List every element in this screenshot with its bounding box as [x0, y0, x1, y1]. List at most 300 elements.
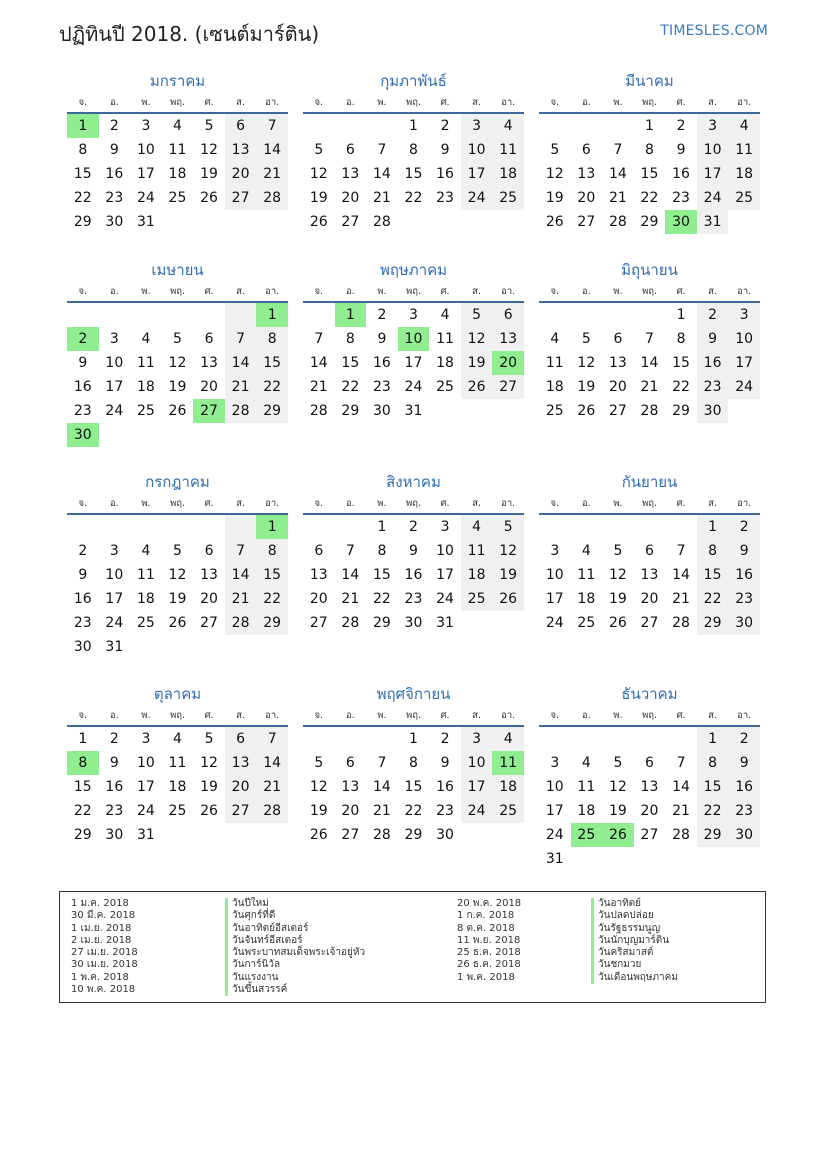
holiday-name: วันปลดปล่อย [591, 910, 678, 922]
day-cell: 21 [608, 190, 627, 206]
weekday-label: ส. [708, 97, 717, 108]
holiday-dates-column-2 [457, 898, 521, 984]
day-cell: 31 [136, 214, 155, 230]
day-cell: 15 [404, 779, 423, 795]
day-cell: 26 [309, 827, 328, 843]
weekday-header [539, 496, 760, 515]
day-cell: 30 [404, 615, 423, 631]
weekday-label: พฤ. [641, 97, 657, 108]
day-cell: 9 [697, 327, 729, 351]
weekday-label: จ. [314, 286, 324, 297]
weekday-label: อา. [265, 498, 280, 509]
day-cell: 5 [314, 755, 324, 771]
holiday-date: 11 พ.ย. 2018 [457, 934, 521, 946]
day-cell: 19 [168, 379, 187, 395]
day-cell: 11 [728, 138, 760, 162]
weekday-header [539, 284, 760, 303]
day-cell: 19 [545, 190, 564, 206]
empty-day-cell [665, 515, 697, 539]
day-cell: 12 [608, 779, 627, 795]
day-cell: 20 [309, 591, 328, 607]
day-cell: 4 [141, 543, 151, 559]
holiday-day-cell: 1 [256, 303, 288, 327]
day-cell: 10 [105, 567, 124, 583]
day-cell: 17 [105, 379, 124, 395]
day-cell: 21 [225, 375, 257, 399]
holiday-names-column-1 [225, 898, 365, 996]
month-name: กันยายน [621, 473, 678, 491]
day-cell: 17 [105, 591, 124, 607]
day-cell: 14 [256, 751, 288, 775]
day-cell: 3 [697, 114, 729, 138]
weekday-label: ศ. [440, 710, 450, 721]
calendar-grid [67, 70, 757, 895]
weekday-header [67, 496, 288, 515]
day-cell: 22 [640, 190, 659, 206]
weekday-label: ศ. [440, 286, 450, 297]
day-cell: 17 [436, 567, 454, 583]
day-cell: 10 [136, 142, 155, 158]
day-grid [67, 727, 288, 847]
weekday-label: ส. [236, 97, 245, 108]
day-cell: 1 [377, 519, 387, 535]
day-cell: 16 [436, 166, 454, 182]
day-cell: 7 [613, 142, 623, 158]
day-cell: 14 [640, 355, 659, 371]
weekday-label: พ. [613, 498, 623, 509]
day-cell: 3 [440, 519, 450, 535]
day-cell: 18 [492, 162, 524, 186]
day-cell: 3 [728, 303, 760, 327]
day-cell: 10 [461, 138, 493, 162]
holiday-name: วันอาทิตย์ [591, 898, 678, 910]
holiday-day-cell: 30 [665, 210, 697, 234]
empty-day-cell [193, 303, 225, 327]
weekday-label: ส. [472, 498, 481, 509]
day-cell: 29 [640, 214, 659, 230]
day-cell: 21 [640, 379, 659, 395]
day-cell: 9 [109, 755, 119, 771]
day-cell: 22 [341, 379, 360, 395]
day-cell: 1 [697, 515, 729, 539]
holiday-name: วันปีใหม่ [225, 898, 365, 910]
day-cell: 16 [404, 567, 423, 583]
weekday-label: จ. [78, 498, 88, 509]
site-brand-link[interactable]: TIMESLES.COM [660, 23, 768, 39]
month-name: สิงหาคม [386, 473, 441, 491]
day-cell: 20 [577, 190, 596, 206]
holiday-name: วันชกมวย [591, 959, 678, 971]
day-cell: 17 [461, 775, 493, 799]
day-cell: 24 [136, 803, 155, 819]
day-cell: 26 [168, 403, 187, 419]
day-cell: 15 [256, 563, 288, 587]
day-cell: 5 [204, 118, 214, 134]
day-cell: 1 [676, 307, 686, 323]
day-cell: 12 [309, 779, 328, 795]
day-cell: 28 [225, 611, 257, 635]
day-cell: 12 [200, 142, 218, 158]
day-cell: 7 [225, 327, 257, 351]
day-cell: 3 [109, 331, 119, 347]
day-cell: 18 [136, 591, 155, 607]
day-cell: 29 [256, 611, 288, 635]
weekday-label: อา. [737, 710, 752, 721]
day-cell: 29 [372, 615, 391, 631]
weekday-label: อ. [345, 498, 355, 509]
day-cell: 12 [200, 755, 218, 771]
day-cell: 4 [141, 331, 151, 347]
day-cell: 26 [492, 587, 524, 611]
day-cell: 7 [377, 142, 387, 158]
day-cell: 12 [545, 166, 564, 182]
month-name: เมษายน [151, 261, 204, 279]
day-cell: 10 [461, 751, 493, 775]
day-cell: 4 [461, 515, 493, 539]
day-cell: 28 [309, 403, 328, 419]
weekday-label: จ. [78, 97, 88, 108]
day-cell: 24 [545, 615, 564, 631]
month-name: ตุลาคม [153, 685, 202, 703]
day-cell: 20 [640, 803, 659, 819]
day-cell: 18 [577, 803, 596, 819]
day-cell: 30 [436, 827, 454, 843]
day-cell: 12 [168, 355, 187, 371]
holiday-day-cell: 11 [492, 751, 524, 775]
day-grid [303, 515, 524, 635]
day-cell: 21 [372, 803, 391, 819]
holiday-date: 27 เม.ย. 2018 [71, 947, 138, 959]
weekday-label: ศ. [676, 286, 686, 297]
day-cell: 17 [461, 162, 493, 186]
holiday-name: วันแรงงาน [225, 972, 365, 984]
day-cell: 6 [492, 303, 524, 327]
month-block [539, 683, 760, 895]
day-cell: 12 [168, 567, 187, 583]
day-cell: 4 [173, 118, 182, 134]
day-cell: 4 [492, 114, 524, 138]
month-name: กุมภาพันธ์ [380, 72, 447, 90]
month-block [539, 70, 760, 259]
day-cell: 11 [136, 355, 155, 371]
day-cell: 23 [73, 615, 92, 631]
day-cell: 29 [404, 827, 423, 843]
day-cell: 2 [109, 731, 119, 747]
day-cell: 13 [640, 567, 659, 583]
day-cell: 6 [645, 755, 654, 771]
empty-day-cell [571, 303, 603, 327]
day-cell: 21 [256, 162, 288, 186]
holiday-day-cell: 1 [67, 114, 99, 138]
day-cell: 14 [672, 567, 690, 583]
day-cell: 28 [256, 186, 288, 210]
empty-day-cell [571, 515, 603, 539]
day-cell: 29 [341, 403, 360, 419]
holiday-day-cell: 26 [602, 823, 634, 847]
day-cell: 29 [697, 823, 729, 847]
weekday-label: อา. [737, 286, 752, 297]
day-cell: 19 [168, 591, 187, 607]
day-cell: 31 [545, 851, 564, 867]
holiday-day-cell: 20 [492, 351, 524, 375]
day-cell: 7 [377, 755, 387, 771]
holiday-name: วันนักบุญมาร์ติน [591, 935, 678, 947]
empty-day-cell [130, 515, 162, 539]
day-cell: 17 [545, 803, 564, 819]
day-cell: 14 [672, 779, 690, 795]
day-cell: 4 [581, 543, 591, 559]
empty-day-cell [67, 303, 99, 327]
weekday-label: อ. [581, 710, 591, 721]
day-cell: 28 [341, 615, 360, 631]
day-cell: 25 [492, 186, 524, 210]
day-cell: 5 [492, 515, 524, 539]
day-cell: 8 [676, 331, 686, 347]
day-cell: 28 [372, 214, 391, 230]
weekday-label: ส. [708, 286, 717, 297]
holiday-name: วันขึ้นสวรรค์ [225, 984, 365, 996]
day-cell: 18 [168, 166, 187, 182]
weekday-label: อ. [581, 286, 591, 297]
empty-day-cell [130, 303, 162, 327]
weekday-label: ส. [236, 498, 245, 509]
day-cell: 4 [728, 114, 760, 138]
day-cell: 27 [225, 799, 257, 823]
empty-day-cell [539, 727, 571, 751]
day-cell: 9 [440, 142, 450, 158]
day-cell: 20 [640, 591, 659, 607]
day-cell: 27 [608, 403, 627, 419]
weekday-label: ส. [708, 498, 717, 509]
day-cell: 15 [256, 351, 288, 375]
day-cell: 16 [728, 775, 760, 799]
holiday-list [59, 891, 766, 1003]
weekday-label: จ. [550, 286, 560, 297]
day-cell: 25 [168, 803, 187, 819]
day-cell: 28 [256, 799, 288, 823]
day-cell: 11 [545, 355, 564, 371]
weekday-label: พฤ. [641, 286, 657, 297]
page-title: ปฏิทินปี 2018. (เซนต์มาร์ติน) [59, 22, 320, 46]
day-grid [539, 303, 760, 423]
day-cell: 22 [697, 799, 729, 823]
weekday-label: จ. [550, 97, 560, 108]
weekday-header [539, 95, 760, 114]
day-cell: 20 [200, 591, 218, 607]
day-cell: 2 [440, 118, 450, 134]
weekday-label: จ. [314, 97, 324, 108]
day-cell: 3 [141, 118, 151, 134]
holiday-date: 10 พ.ค. 2018 [71, 984, 136, 996]
empty-day-cell [634, 515, 666, 539]
day-cell: 8 [697, 751, 729, 775]
weekday-label: อา. [265, 710, 280, 721]
day-cell: 6 [645, 543, 654, 559]
weekday-label: จ. [550, 710, 560, 721]
day-cell: 6 [204, 543, 214, 559]
day-cell: 24 [545, 827, 564, 843]
empty-day-cell [634, 727, 666, 751]
day-cell: 3 [109, 543, 119, 559]
weekday-label: พ. [613, 97, 623, 108]
day-grid [303, 727, 524, 847]
day-cell: 17 [136, 779, 155, 795]
day-cell: 10 [105, 355, 124, 371]
day-grid [303, 114, 524, 234]
weekday-label: พฤ. [405, 710, 421, 721]
day-cell: 4 [581, 755, 591, 771]
day-cell: 5 [314, 142, 324, 158]
day-cell: 2 [377, 307, 387, 323]
day-cell: 31 [436, 615, 454, 631]
empty-day-cell [602, 114, 634, 138]
weekday-label: พฤ. [405, 498, 421, 509]
day-cell: 6 [345, 755, 355, 771]
weekday-label: อา. [501, 97, 516, 108]
day-cell: 4 [173, 731, 182, 747]
day-cell: 23 [436, 190, 454, 206]
day-cell: 13 [341, 779, 360, 795]
day-cell: 27 [492, 375, 524, 399]
day-cell: 24 [105, 615, 124, 631]
day-grid [539, 515, 760, 635]
day-cell: 15 [372, 567, 391, 583]
day-cell: 11 [436, 331, 454, 347]
holiday-name: วันศุกร์ที่ดี [225, 910, 365, 922]
day-cell: 13 [200, 355, 218, 371]
day-cell: 27 [225, 186, 257, 210]
empty-day-cell [99, 303, 131, 327]
day-cell: 21 [672, 591, 690, 607]
holiday-date: 30 มี.ค. 2018 [71, 910, 136, 922]
day-cell: 19 [577, 379, 596, 395]
empty-day-cell [303, 515, 335, 539]
day-cell: 24 [105, 403, 124, 419]
day-cell: 6 [581, 142, 591, 158]
day-cell: 25 [728, 186, 760, 210]
day-cell: 15 [697, 563, 729, 587]
day-cell: 22 [697, 587, 729, 611]
weekday-label: อา. [265, 286, 280, 297]
day-cell: 10 [545, 779, 564, 795]
month-block [67, 70, 288, 259]
holiday-date: 25 ธ.ค. 2018 [457, 947, 521, 959]
holiday-name: วันคริสมาสต์ [591, 947, 678, 959]
day-cell: 14 [341, 567, 360, 583]
holiday-name: วันรัฐธรรมนูญ [591, 923, 678, 935]
day-cell: 15 [640, 166, 659, 182]
day-cell: 28 [225, 399, 257, 423]
weekday-label: ส. [708, 710, 717, 721]
day-cell: 16 [105, 779, 124, 795]
day-cell: 1 [409, 731, 418, 747]
day-cell: 8 [78, 142, 88, 158]
day-cell: 25 [492, 799, 524, 823]
day-cell: 2 [728, 515, 760, 539]
empty-day-cell [366, 114, 398, 138]
empty-day-cell [303, 303, 335, 327]
weekday-header [303, 284, 524, 303]
weekday-label: ศ. [204, 710, 214, 721]
weekday-label: อ. [109, 498, 119, 509]
day-cell: 3 [550, 755, 560, 771]
holiday-name: วันการ์นิวัล [225, 959, 365, 971]
holiday-day-cell: 27 [193, 399, 225, 423]
day-cell: 3 [461, 727, 493, 751]
weekday-header [67, 708, 288, 727]
holiday-day-cell: 25 [571, 823, 603, 847]
day-cell: 23 [404, 591, 423, 607]
holiday-day-cell: 8 [67, 751, 99, 775]
day-cell: 7 [645, 331, 654, 347]
holiday-date: 2 เม.ย. 2018 [71, 934, 132, 946]
day-cell: 18 [436, 355, 454, 371]
empty-day-cell [99, 515, 131, 539]
day-cell: 30 [728, 611, 760, 635]
day-cell: 2 [676, 118, 686, 134]
month-name: พฤษภาคม [379, 261, 448, 279]
day-cell: 17 [136, 166, 155, 182]
weekday-label: พ. [141, 498, 151, 509]
day-cell: 6 [345, 142, 355, 158]
weekday-label: ส. [472, 97, 481, 108]
day-cell: 7 [345, 543, 355, 559]
holiday-name: วันพระบาทสมเด็จพระเจ้าอยู่หัว [225, 947, 365, 959]
day-cell: 31 [404, 403, 423, 419]
month-block [67, 471, 288, 683]
weekday-label: พ. [141, 97, 151, 108]
day-cell: 19 [608, 591, 627, 607]
empty-day-cell [602, 515, 634, 539]
day-cell: 3 [141, 731, 151, 747]
day-cell: 18 [168, 779, 187, 795]
day-cell: 15 [672, 355, 690, 371]
day-cell: 22 [73, 803, 92, 819]
day-cell: 13 [225, 751, 257, 775]
month-name: มีนาคม [625, 72, 674, 90]
day-cell: 12 [492, 539, 524, 563]
day-cell: 5 [204, 731, 214, 747]
weekday-label: พ. [613, 710, 623, 721]
empty-day-cell [162, 303, 194, 327]
day-cell: 27 [309, 615, 328, 631]
day-cell: 2 [697, 303, 729, 327]
weekday-label: ส. [236, 286, 245, 297]
day-cell: 3 [461, 114, 493, 138]
day-cell: 2 [440, 731, 450, 747]
weekday-label: พฤ. [169, 710, 185, 721]
day-cell: 25 [461, 587, 493, 611]
day-cell: 18 [136, 379, 155, 395]
day-cell: 26 [461, 375, 493, 399]
day-cell: 5 [613, 755, 623, 771]
day-cell: 26 [200, 190, 218, 206]
empty-day-cell [225, 515, 257, 539]
day-cell: 14 [225, 563, 257, 587]
holiday-day-cell: 2 [67, 327, 99, 351]
day-cell: 8 [345, 331, 355, 347]
day-cell: 13 [225, 138, 257, 162]
weekday-label: อา. [737, 97, 752, 108]
day-cell: 21 [372, 190, 391, 206]
day-cell: 16 [372, 355, 391, 371]
day-cell: 14 [372, 779, 391, 795]
day-cell: 13 [577, 166, 596, 182]
empty-day-cell [303, 727, 335, 751]
day-cell: 11 [577, 567, 596, 583]
month-name: มิถุนายน [621, 261, 678, 279]
day-cell: 20 [341, 190, 360, 206]
